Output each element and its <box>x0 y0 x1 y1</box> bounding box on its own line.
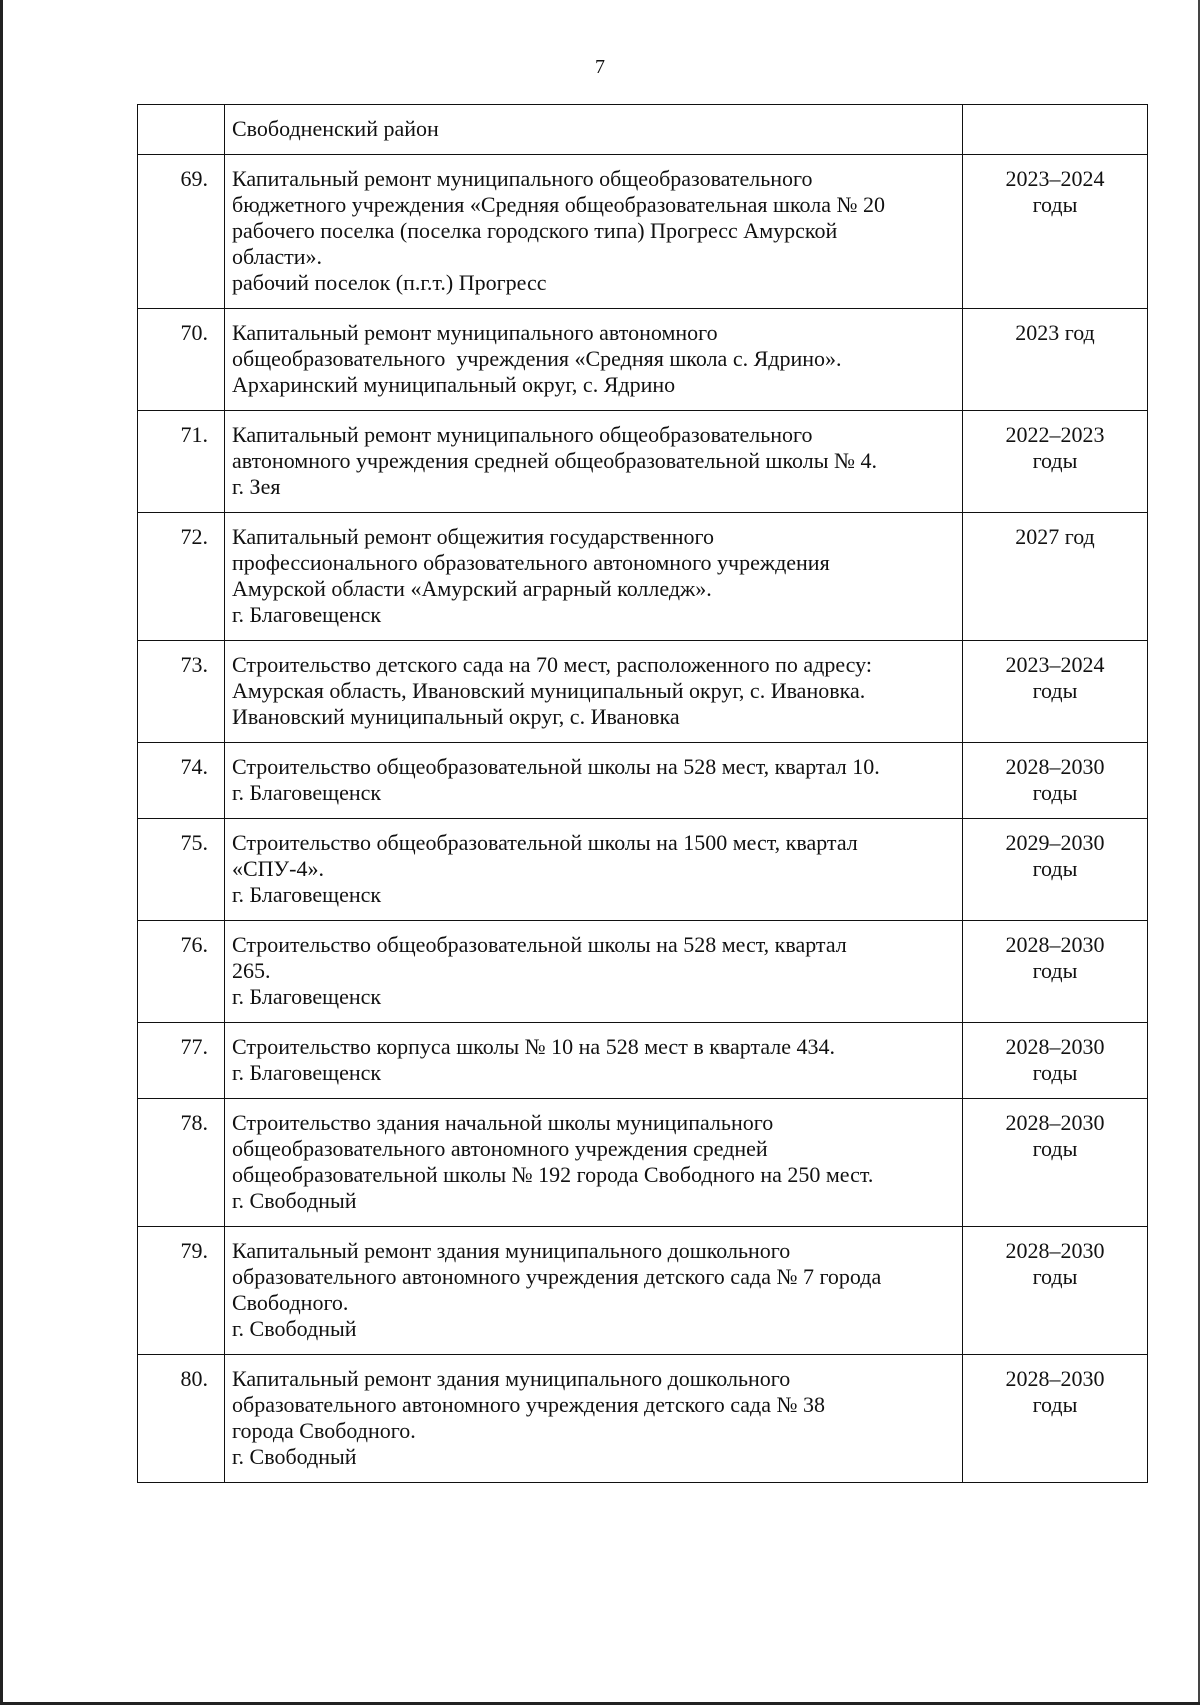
row-period <box>963 1023 1148 1099</box>
description-line: общеобразовательной школы № 192 города Свободного на 250 мест. <box>232 1162 874 1187</box>
row-description <box>225 921 963 1023</box>
period-line: годы <box>1032 780 1078 805</box>
row-description <box>225 155 963 309</box>
description-line: г. Зея <box>232 474 281 499</box>
description-line: Строительство здания начальной школы муниципального <box>232 1110 774 1135</box>
row-description <box>225 1355 963 1483</box>
description-line: Амурской области «Амурский аграрный колледж». <box>232 576 712 601</box>
description-line: Строительство общеобразовательной школы на 528 мест, квартал <box>232 932 847 957</box>
description-line: Капитальный ремонт муниципального автономного <box>232 320 718 345</box>
scan-edge-left <box>0 0 3 1705</box>
row-number: 79. <box>138 1227 225 1355</box>
period-line: 2029–2030 <box>1005 830 1105 855</box>
period-line: годы <box>1032 1264 1078 1289</box>
row-description <box>225 309 963 411</box>
description-line: Строительство корпуса школы № 10 на 528 мест в квартале 434. <box>232 1034 836 1059</box>
table-row <box>138 155 1148 309</box>
table-row <box>138 743 1148 819</box>
period-line: 2023–2024 <box>1005 166 1105 191</box>
description-line: общеобразовательного автономного учреждения средней <box>232 1136 768 1161</box>
description-line: образовательного автономного учреждения детского сада № 38 <box>232 1392 825 1417</box>
row-description <box>225 411 963 513</box>
period-line: годы <box>1032 958 1078 983</box>
period-line: годы <box>1032 192 1078 217</box>
table-row <box>138 309 1148 411</box>
description-line: рабочий поселок (п.г.т.) Прогресс <box>232 270 547 295</box>
district-period-cell <box>963 105 1148 155</box>
table-row <box>138 921 1148 1023</box>
description-line: г. Благовещенск <box>232 1060 382 1085</box>
description-line: Капитальный ремонт здания муниципального дошкольного <box>232 1238 791 1263</box>
table-row <box>138 411 1148 513</box>
period-line: 2028–2030 <box>1005 1110 1105 1135</box>
description-line: г. Свободный <box>232 1188 357 1213</box>
row-period <box>963 819 1148 921</box>
description-line: Ивановский муниципальный округ, с. Ивановка <box>232 704 680 729</box>
row-number: 71. <box>138 411 225 513</box>
description-line: профессионального образовательного автономного учреждения <box>232 550 830 575</box>
description-line: Капитальный ремонт здания муниципального дошкольного <box>232 1366 791 1391</box>
row-number: 72. <box>138 513 225 641</box>
description-line: г. Свободный <box>232 1316 357 1341</box>
description-line: Капитальный ремонт муниципального общеобразовательного <box>232 422 813 447</box>
table-row <box>138 1099 1148 1227</box>
description-line: рабочего поселка (поселка городского типа) Прогресс Амурской <box>232 218 838 243</box>
row-description <box>225 641 963 743</box>
objects-table <box>137 104 1148 1483</box>
row-number: 74. <box>138 743 225 819</box>
description-line: «СПУ-4». <box>232 856 324 881</box>
period-line: годы <box>1032 448 1078 473</box>
row-number: 73. <box>138 641 225 743</box>
description-line: Архаринский муниципальный округ, с. Ядрино <box>232 372 676 397</box>
description-line: общеобразовательного учреждения «Средняя школа с. Ядрино». <box>232 346 842 371</box>
description-line: г. Благовещенск <box>232 780 382 805</box>
period-line: 2023 год <box>1015 320 1095 345</box>
table-row <box>138 513 1148 641</box>
row-number: 77. <box>138 1023 225 1099</box>
row-period <box>963 1099 1148 1227</box>
period-line: 2028–2030 <box>1005 1034 1105 1059</box>
row-number: 76. <box>138 921 225 1023</box>
page-number: 7 <box>595 56 605 78</box>
description-line: образовательного автономного учреждения детского сада № 7 города <box>232 1264 882 1289</box>
row-period <box>963 921 1148 1023</box>
row-description <box>225 743 963 819</box>
row-period <box>963 513 1148 641</box>
period-line: 2028–2030 <box>1005 1366 1105 1391</box>
district-header: Свободненский район <box>225 105 963 155</box>
period-line: 2028–2030 <box>1005 932 1105 957</box>
table-row <box>138 819 1148 921</box>
period-line: 2028–2030 <box>1005 1238 1105 1263</box>
description-line: автономного учреждения средней общеобразовательной школы № 4. <box>232 448 877 473</box>
table-row <box>138 1227 1148 1355</box>
row-description <box>225 513 963 641</box>
description-line: области». <box>232 244 323 269</box>
row-period <box>963 743 1148 819</box>
description-line: Капитальный ремонт общежития государственного <box>232 524 715 549</box>
description-line: Строительство общеобразовательной школы на 528 мест, квартал 10. <box>232 754 880 779</box>
period-line: 2027 год <box>1015 524 1095 549</box>
description-line: 265. <box>232 958 271 983</box>
period-line: годы <box>1032 1392 1078 1417</box>
row-number: 80. <box>138 1355 225 1483</box>
period-line: 2022–2023 <box>1005 422 1105 447</box>
district-header-row <box>138 105 1148 155</box>
description-line: г. Свободный <box>232 1444 357 1469</box>
row-period <box>963 309 1148 411</box>
description-line: Строительство детского сада на 70 мест, расположенного по адресу: <box>232 652 872 677</box>
description-line: Капитальный ремонт муниципального общеобразовательного <box>232 166 813 191</box>
row-description <box>225 1023 963 1099</box>
description-line: г. Благовещенск <box>232 882 382 907</box>
description-line: бюджетного учреждения «Средняя общеобразовательная школа № 20 <box>232 192 885 217</box>
row-number: 69. <box>138 155 225 309</box>
row-description <box>225 1099 963 1227</box>
row-period <box>963 1355 1148 1483</box>
period-line: годы <box>1032 1136 1078 1161</box>
description-line: г. Благовещенск <box>232 602 382 627</box>
row-number: 78. <box>138 1099 225 1227</box>
description-line: города Свободного. <box>232 1418 416 1443</box>
row-number: 70. <box>138 309 225 411</box>
district-num-cell <box>138 105 225 155</box>
row-period <box>963 411 1148 513</box>
period-line: годы <box>1032 1060 1078 1085</box>
period-line: 2028–2030 <box>1005 754 1105 779</box>
row-period <box>963 1227 1148 1355</box>
row-description <box>225 819 963 921</box>
table-row <box>138 1023 1148 1099</box>
period-line: годы <box>1032 678 1078 703</box>
table-body <box>138 105 1148 1483</box>
description-line: Амурская область, Ивановский муниципальный округ, с. Ивановка. <box>232 678 866 703</box>
row-period <box>963 641 1148 743</box>
period-line: годы <box>1032 856 1078 881</box>
description-line: Свободного. <box>232 1290 349 1315</box>
description-line: г. Благовещенск <box>232 984 382 1009</box>
period-line: 2023–2024 <box>1005 652 1105 677</box>
table-row <box>138 1355 1148 1483</box>
row-period <box>963 155 1148 309</box>
description-line: Строительство общеобразовательной школы на 1500 мест, квартал <box>232 830 858 855</box>
table-row <box>138 641 1148 743</box>
row-number: 75. <box>138 819 225 921</box>
row-description <box>225 1227 963 1355</box>
